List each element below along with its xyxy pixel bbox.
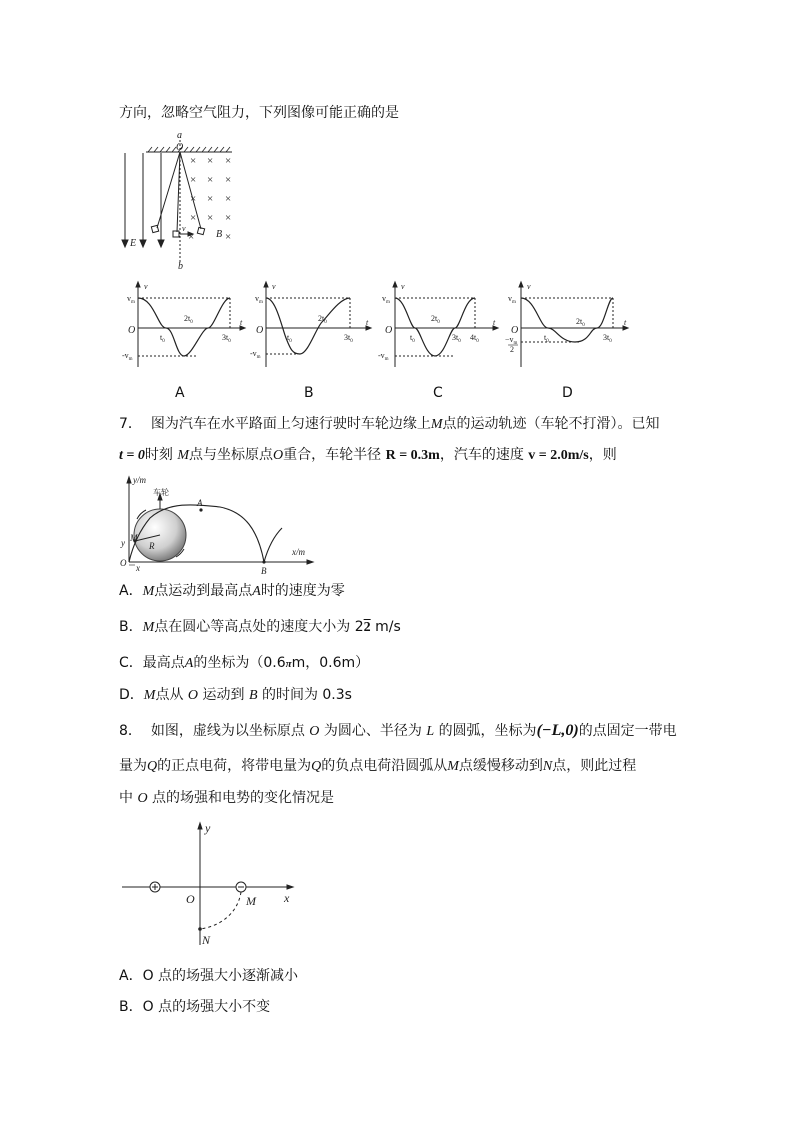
svg-text:v: v bbox=[272, 282, 276, 291]
q7-option-A: A．M点运动到最高点A时的速度为零 bbox=[119, 583, 345, 599]
label-v: v bbox=[182, 224, 186, 233]
svg-text:×: × bbox=[225, 193, 232, 205]
svg-text:x/m: x/m bbox=[292, 547, 305, 557]
label-b: b bbox=[178, 261, 183, 272]
q7-option-C: C．最高点A的坐标为（0.6πm，0.6m） bbox=[119, 655, 370, 671]
q8-line-2: 量为Q的正点电荷，将带电量为Q的负点电荷沿圆弧从M点缓慢移动到N点，则此过程 bbox=[119, 758, 637, 774]
svg-text:-vm: $-v_m$ bbox=[378, 351, 389, 362]
svg-text:t: t bbox=[493, 318, 496, 327]
q8-line-3: 中 O 点的场强和电势的变化情况是 bbox=[119, 790, 335, 806]
graph-letter-C: C bbox=[433, 385, 443, 401]
q7-option-D: D．M点从 O 运动到 B 的时间为 0.3s bbox=[119, 687, 352, 703]
svg-text:O: O bbox=[511, 325, 519, 336]
label-E: E bbox=[130, 238, 137, 249]
svg-text:t0: $t_0$ bbox=[160, 333, 165, 344]
label-B: B bbox=[216, 229, 223, 240]
svg-text:2: 2 bbox=[510, 345, 514, 354]
svg-text:O: O bbox=[186, 892, 195, 906]
svg-text:vm: $v_m$ bbox=[508, 294, 516, 305]
svg-text:-vm: $-v_m$ bbox=[122, 351, 133, 362]
svg-text:M: M bbox=[246, 894, 256, 908]
svg-text:vm: $v_m$ bbox=[382, 294, 390, 305]
svg-text:M: M bbox=[130, 533, 138, 543]
svg-text:t0: $t_0$ bbox=[544, 333, 549, 344]
svg-text:×: × bbox=[190, 174, 197, 186]
svg-text:×: × bbox=[225, 155, 232, 167]
q7-option-B: B．M点在圆心等高点处的速度大小为 22 m/s bbox=[119, 619, 401, 635]
svg-text:×: × bbox=[190, 193, 197, 205]
svg-text:车轮: 车轮 bbox=[153, 488, 169, 497]
svg-text:t: t bbox=[240, 318, 243, 327]
q8-line-1: 8． 如图，虚线为以坐标原点 O 为圆心、半径为 L 的圆弧，坐标为(−L,0)的点固定一带电 bbox=[119, 722, 677, 739]
svg-text:v: v bbox=[527, 282, 531, 291]
svg-text:O: O bbox=[256, 325, 264, 336]
svg-text:t0: $t_0$ bbox=[287, 333, 292, 344]
svg-text:×: × bbox=[190, 212, 197, 224]
svg-text:v: v bbox=[144, 282, 148, 291]
svg-text:×: × bbox=[225, 231, 232, 243]
svg-text:v: v bbox=[401, 282, 405, 291]
label-O: O bbox=[176, 142, 184, 153]
svg-text:y/m: y/m bbox=[133, 475, 146, 485]
svg-text:vm: $v_m$ bbox=[127, 294, 135, 305]
q7-line-1: 7． 图为汽车在水平路面上匀速行驶时车轮边缘上M点的运动轨迹（车轮不打滑）。已知 bbox=[119, 416, 660, 432]
svg-text:O: O bbox=[385, 325, 393, 336]
svg-text:×: × bbox=[225, 212, 232, 224]
svg-text:B: B bbox=[261, 566, 267, 576]
svg-text:3t0: $3t_0$ bbox=[452, 333, 461, 344]
svg-text:×: × bbox=[225, 174, 232, 186]
svg-text:x: x bbox=[284, 891, 290, 905]
q6-intro-text: 方向，忽略空气阻力，下列图像可能正确的是 bbox=[119, 105, 399, 121]
svg-text:A: A bbox=[197, 498, 203, 508]
svg-text:x: x bbox=[136, 563, 140, 573]
svg-text:O: O bbox=[120, 558, 127, 568]
svg-text:×: × bbox=[207, 155, 214, 167]
graph-letter-A: A bbox=[175, 385, 185, 401]
svg-text:y: y bbox=[205, 821, 211, 835]
svg-text:N: N bbox=[202, 933, 211, 947]
svg-text:O: O bbox=[128, 325, 136, 336]
svg-text:2t0: $2t_0$ bbox=[184, 314, 193, 325]
svg-text:4t0: $4t_0$ bbox=[470, 333, 479, 344]
q8-option-B: B．O 点的场强大小不变 bbox=[119, 999, 271, 1015]
svg-text:×: × bbox=[207, 212, 214, 224]
svg-text:t0: $t_0$ bbox=[410, 333, 415, 344]
svg-text:×: × bbox=[207, 193, 214, 205]
svg-text:vm: $v_m$ bbox=[255, 294, 263, 305]
svg-text:t: t bbox=[366, 318, 369, 327]
q8-option-A: A．O 点的场强大小逐渐减小 bbox=[119, 968, 299, 984]
svg-text:×: × bbox=[207, 174, 214, 186]
svg-text:t: t bbox=[624, 318, 627, 327]
svg-text:3t0: $3t_0$ bbox=[603, 333, 612, 344]
q7-line-2: t = 0时刻 M点与坐标原点O重合，车轮半径 R = 0.3m，汽车的速度 v = 2.0m/s，则 bbox=[119, 447, 617, 463]
graph-letter-D: D bbox=[562, 385, 573, 401]
svg-text:2t0: $2t_0$ bbox=[431, 314, 440, 325]
label-a: a bbox=[177, 130, 182, 141]
svg-text:R: R bbox=[149, 541, 155, 551]
svg-text:-vm: $-v_m$ bbox=[250, 349, 261, 360]
svg-text:×: × bbox=[188, 231, 195, 243]
svg-text:2t0: $2t_0$ bbox=[576, 317, 585, 328]
svg-text:×: × bbox=[190, 155, 197, 167]
svg-text:3t0: $3t_0$ bbox=[222, 333, 231, 344]
svg-text:3t0: $3t_0$ bbox=[344, 333, 353, 344]
svg-text:2t0: $2t_0$ bbox=[318, 314, 327, 325]
svg-text:y: y bbox=[121, 538, 125, 548]
svg-text:−vm: $-v_m$ bbox=[505, 335, 518, 346]
graph-letter-B: B bbox=[304, 385, 314, 401]
